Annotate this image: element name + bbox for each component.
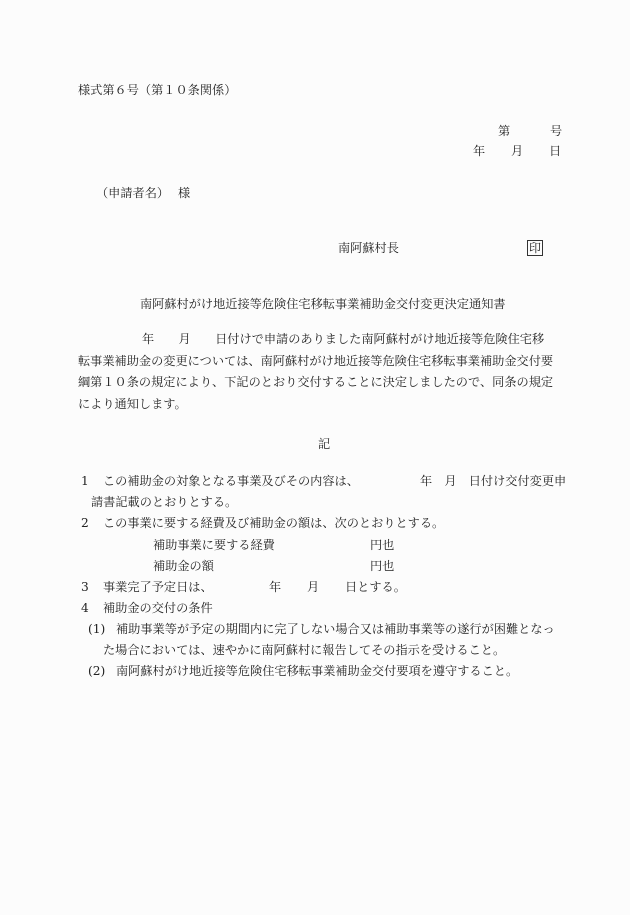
ki-heading: 記 bbox=[318, 437, 331, 451]
item2-number: 2 bbox=[81, 516, 89, 530]
body-line-1: 年 月 日付けで申請のありました南阿蘇村がけ地近接等危険住宅移 bbox=[142, 332, 545, 346]
item1-number: 1 bbox=[81, 474, 89, 488]
item2-row2-label: 補助金の額 bbox=[153, 559, 214, 573]
item3-month: 月 bbox=[307, 580, 320, 594]
date-day: 日 bbox=[549, 144, 562, 158]
item1-line2: 請書記載のとおりとする。 bbox=[91, 495, 238, 509]
addressee-honorific: 様 bbox=[178, 186, 191, 200]
date-year: 年 bbox=[473, 144, 486, 158]
document-title: 南阿蘇村がけ地近接等危険住宅移転事業補助金交付変更決定通知書 bbox=[140, 297, 506, 311]
addressee-name: （申請者名） bbox=[96, 186, 170, 200]
item4-number: 4 bbox=[81, 601, 89, 615]
item4-text: 補助金の交付の条件 bbox=[103, 601, 213, 615]
body-line-2: 転事業補助金の変更については、南阿蘇村がけ地近接等危険住宅移転事業補助金交付要 bbox=[78, 354, 554, 368]
body-line-3: 綱第１０条の規定により、下記のとおり交付することに決定しましたので、同条の規定 bbox=[78, 375, 554, 389]
date-month: 月 bbox=[511, 144, 524, 158]
reference-dai: 第 bbox=[498, 124, 511, 138]
form-label: 様式第６号（第１０条関係） bbox=[78, 83, 237, 97]
item2-row1-unit: 円也 bbox=[370, 538, 395, 552]
item2-text: この事業に要する経費及び補助金の額は、次のとおりとする。 bbox=[103, 516, 445, 530]
item3-year: 年 bbox=[269, 580, 282, 594]
condition2-number: (2) bbox=[88, 664, 106, 678]
reference-go: 号 bbox=[550, 124, 563, 138]
item3-text-b: 日とする。 bbox=[345, 580, 406, 594]
issuer-name: 南阿蘇村長 bbox=[338, 241, 399, 255]
condition1-number: (1) bbox=[88, 622, 106, 636]
condition1-line1: 補助事業等が予定の期間内に完了しない場合又は補助事業等の遂行が困難となっ bbox=[116, 622, 555, 636]
condition2-line1: 南阿蘇村がけ地近接等危険住宅移転事業補助金交付要項を遵守すること。 bbox=[116, 664, 519, 678]
item3-text-a: 事業完了予定日は、 bbox=[103, 580, 213, 594]
item1-text-b: 年 月 日付け交付変更申 bbox=[420, 474, 567, 488]
item3-number: 3 bbox=[81, 580, 89, 594]
body-line-4: により通知します。 bbox=[78, 397, 187, 411]
item1-text-a: この補助金の対象となる事業及びその内容は、 bbox=[103, 474, 359, 488]
item2-row1-label: 補助事業に要する経費 bbox=[153, 538, 275, 552]
seal-mark: 印 bbox=[529, 241, 542, 255]
condition1-line2: た場合においては、速やかに南阿蘇村に報告してその指示を受けること。 bbox=[103, 643, 506, 657]
item2-row2-unit: 円也 bbox=[370, 559, 395, 573]
